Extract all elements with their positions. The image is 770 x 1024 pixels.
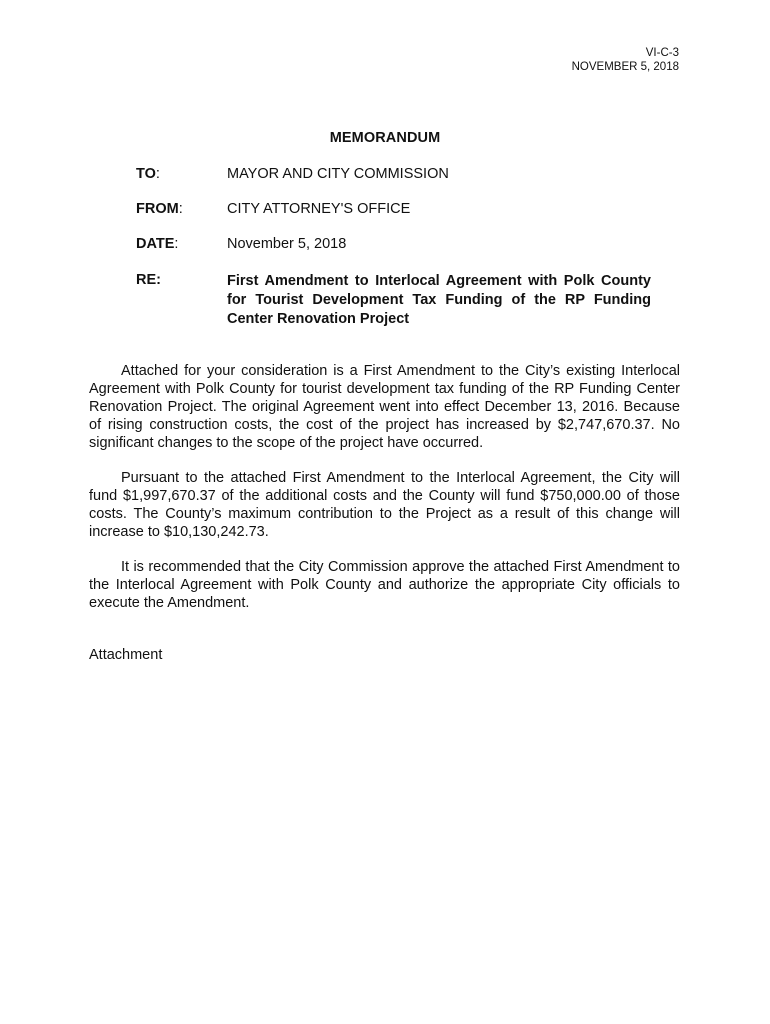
date-value: November 5, 2018: [227, 236, 347, 252]
from-label: FROM:: [136, 201, 183, 217]
from-value: CITY ATTORNEY'S OFFICE: [227, 201, 411, 217]
date-label: DATE:: [136, 236, 179, 252]
re-label: RE:: [136, 272, 161, 288]
to-value: MAYOR AND CITY COMMISSION: [227, 166, 449, 182]
header-date: NOVEMBER 5, 2018: [571, 61, 679, 73]
header-reference: [572, 46, 679, 74]
re-subject: First Amendment to Interlocal Agreement with Polk County for Tourist Development Tax Funding of the RP Funding Center Renovation Project: [227, 273, 651, 327]
body-paragraph-1: Attached for your consideration is a First Amendment to the City’s existing Interlocal Agreement with Polk County for tourist development tax funding of the RP Funding Center Renovation Project. The original Agreement went into effect December 13, 2016. Because of rising construction costs, the cost of the project has increased by $2,747,670.37. No significant changes to the scope of the project have occurred.: [89, 363, 680, 451]
to-label: TO:: [136, 166, 160, 182]
body-paragraph-3: It is recommended that the City Commission approve the attached First Amendment to the Interlocal Agreement with Polk County and authorize the appropriate City officials to execute the Amendment.: [89, 559, 680, 611]
memo-title: MEMORANDUM: [329, 130, 441, 146]
agenda-code: VI-C-3: [645, 47, 679, 59]
body-paragraph-2: Pursuant to the attached First Amendment to the Interlocal Agreement, the City will fund $1,997,670.37 of the additional costs and the County will fund $750,000.00 of those costs. The County’s maximum contribution to the Project as a result of this change will increase to $10,130,242.73.: [89, 470, 680, 540]
attachment-note: Attachment: [89, 647, 163, 663]
